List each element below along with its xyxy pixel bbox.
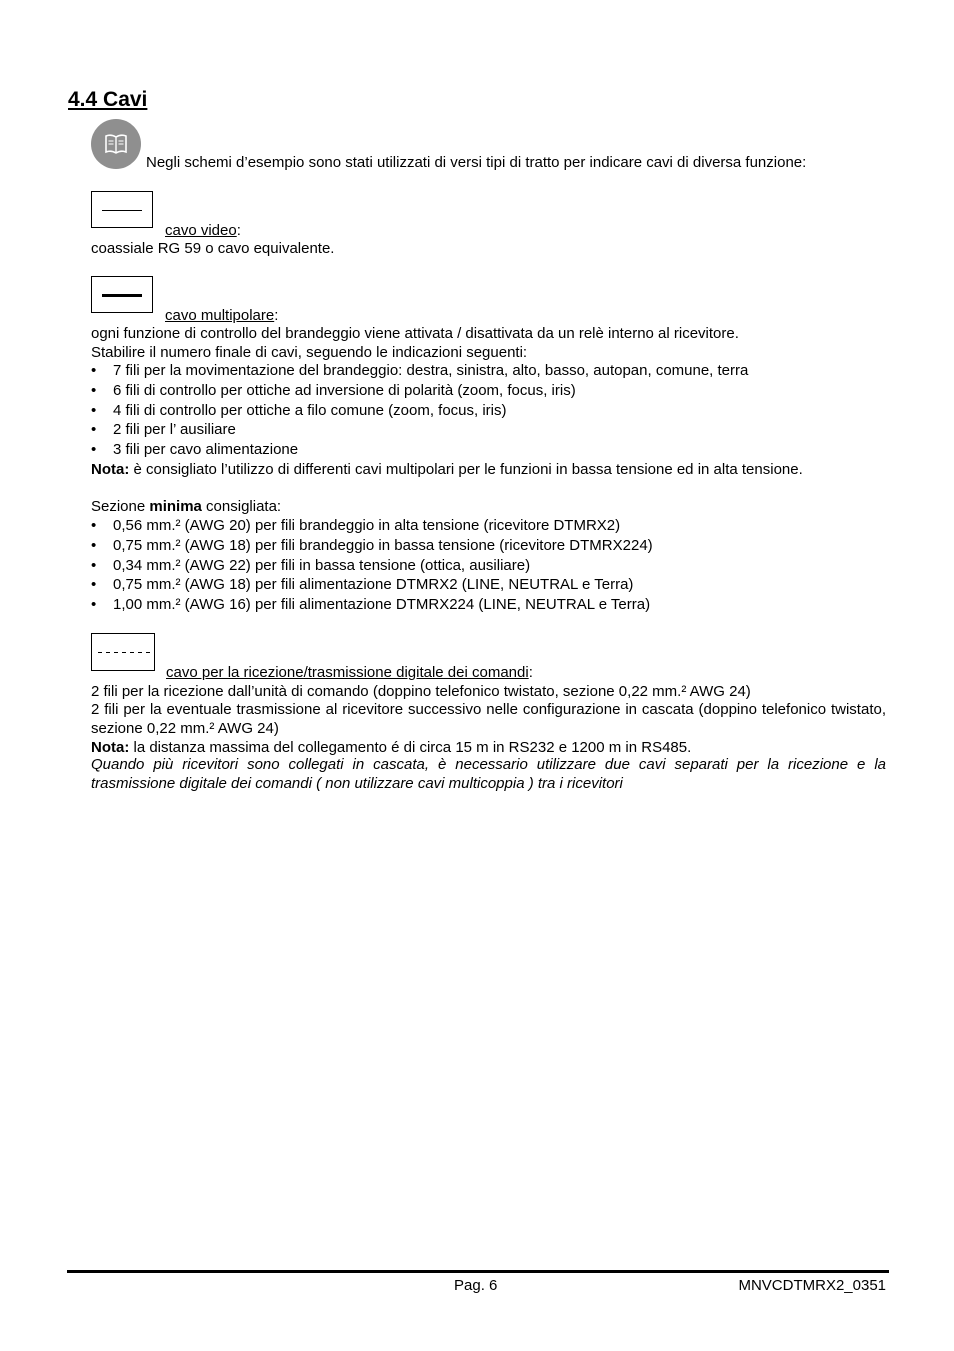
list-item: • 1,00 mm.² (AWG 16) per fili alimentazione DTMRX224 (LINE, NEUTRAL e Terra) xyxy=(91,596,651,613)
video-cable-desc: coassiale RG 59 o cavo equivalente. xyxy=(91,240,335,257)
dashed-line-sample xyxy=(98,651,150,654)
multipolar-note: Nota: è consigliato l’utilizzo di differenti cavi multipolari per le funzioni in bassa tensione ed in alta tensione. xyxy=(91,461,803,478)
list-item: • 0,75 mm.² (AWG 18) per fili brandeggio in bassa tensione (ricevitore DTMRX224) xyxy=(91,537,653,554)
list-item: • 2 fili per l’ ausiliare xyxy=(91,421,236,438)
multipolar-cable-legend xyxy=(91,276,153,313)
list-item: • 0,56 mm.² (AWG 20) per fili brandeggio in alta tensione (ricevitore DTMRX2) xyxy=(91,517,621,534)
list-item: • 0,75 mm.² (AWG 18) per fili alimentazione DTMRX2 (LINE, NEUTRAL e Terra) xyxy=(91,576,634,593)
section-heading: Sezione minima consigliata: xyxy=(91,498,282,515)
list-item: • 4 fili di controllo per ottiche a filo comune (zoom, focus, iris) xyxy=(91,402,507,419)
digital-italic-note: Quando più ricevitori sono collegati in cascata, è necessario utilizzare due cavi separati per la ricezione e la trasmissione digitale dei comandi ( non utilizzare cavi multicoppia ) tra i ricevitori xyxy=(91,756,886,792)
thin-line-sample xyxy=(102,210,142,211)
digital-desc-line2: 2 fili per la eventuale trasmissione al ricevitore successivo nelle configurazione in cascata (doppino telefonico twistato, sezione 0,22 mm.² AWG 24) xyxy=(91,701,886,737)
list-item: • 3 fili per cavo alimentazione xyxy=(91,441,299,458)
digital-desc-line1: 2 fili per la ricezione dall’unità di comando (doppino telefonico twistato, sezione 0,22 mm.² AWG 24) xyxy=(91,683,751,700)
list-item: • 0,34 mm.² (AWG 22) per fili in bassa tensione (ottica, ausiliare) xyxy=(91,557,531,574)
multipolar-desc-line1: ogni funzione di controllo del brandeggio viene attivata / disattivata da un relè interno al ricevitore. xyxy=(91,325,739,342)
intro-text: Negli schemi d’esempio sono stati utilizzati di versi tipi di tratto per indicare cavi di diversa funzione: xyxy=(146,154,807,171)
section-title: 4.4 Cavi xyxy=(68,88,148,111)
book-icon xyxy=(91,119,141,169)
list-item: • 6 fili di controllo per ottiche ad inversione di polarità (zoom, focus, iris) xyxy=(91,382,576,399)
multipolar-desc-line2: Stabilire il numero finale di cavi, seguendo le indicazioni seguenti: xyxy=(91,344,528,361)
list-item: • 7 fili per la movimentazione del brandeggio: destra, sinistra, alto, basso, autopan, comune, terra xyxy=(91,362,749,379)
thick-line-sample xyxy=(102,294,142,297)
digital-cable-legend xyxy=(91,633,155,671)
document-code: MNVCDTMRX2_0351 xyxy=(738,1277,886,1294)
page-number: Pag. 6 xyxy=(454,1277,498,1294)
footer-divider xyxy=(67,1270,889,1273)
multipolar-cable-label: cavo multipolare: xyxy=(165,307,279,324)
video-cable-legend xyxy=(91,191,153,228)
digital-cable-label: cavo per la ricezione/trasmissione digitale dei comandi: xyxy=(166,664,533,681)
video-cable-label: cavo video: xyxy=(165,222,241,239)
digital-note: Nota: la distanza massima del collegamento é di circa 15 m in RS232 e 1200 m in RS485. xyxy=(91,739,692,756)
